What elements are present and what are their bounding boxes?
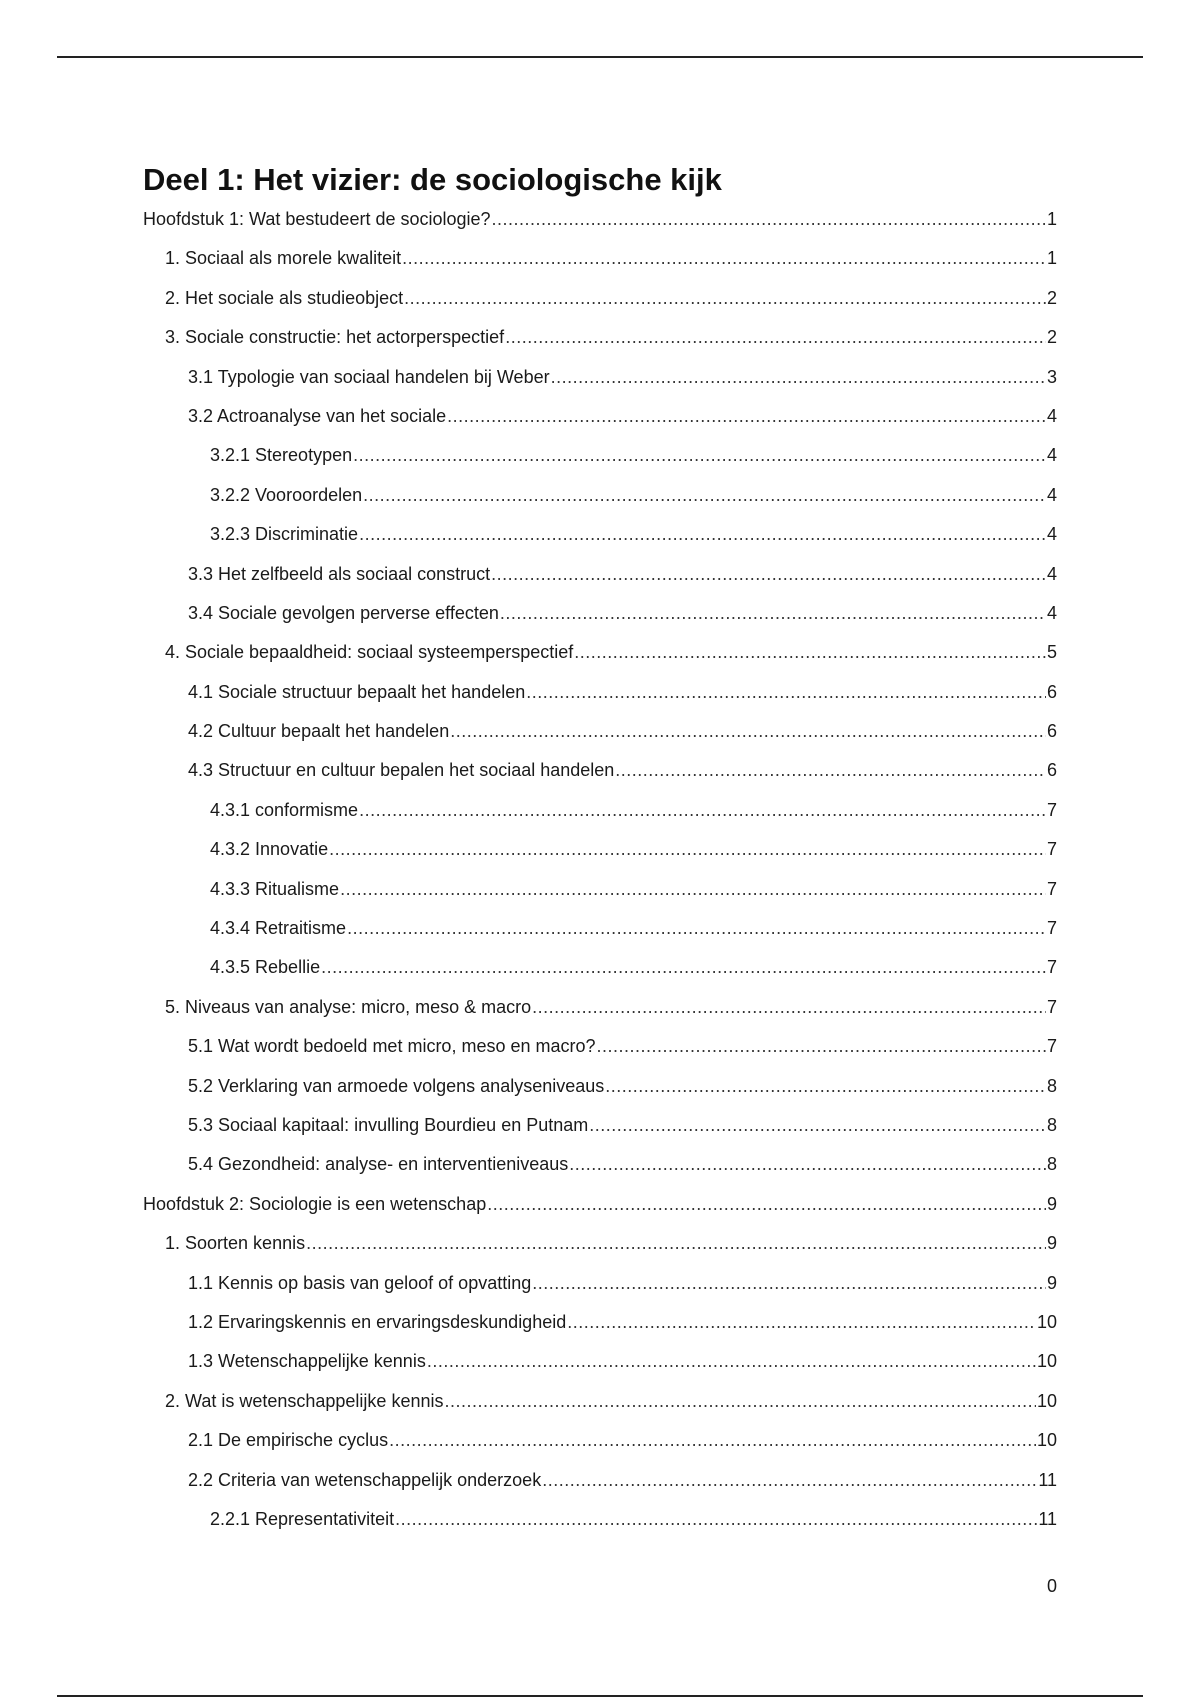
toc-dot-leader bbox=[615, 759, 1046, 781]
section-heading: Deel 1: Het vizier: de sociologische kijk bbox=[143, 162, 722, 197]
toc-entry-title: Hoofdstuk 2: Sociologie is een wetenschap bbox=[143, 1193, 487, 1214]
toc-entry[interactable] bbox=[143, 681, 1057, 720]
toc-dot-leader bbox=[532, 996, 1046, 1018]
toc-entry[interactable] bbox=[143, 1390, 1057, 1429]
toc-entry-title: 4.1 Sociale structuur bepaalt het handelen bbox=[188, 681, 526, 702]
toc-entry-page: 4 bbox=[1046, 445, 1057, 466]
toc-entry-page: 4 bbox=[1046, 524, 1057, 545]
toc-entry-page: 7 bbox=[1046, 1036, 1057, 1057]
toc-dot-leader bbox=[329, 838, 1046, 860]
toc-entry-page: 7 bbox=[1046, 957, 1057, 978]
toc-entry-page: 9 bbox=[1046, 1272, 1057, 1293]
toc-entry[interactable] bbox=[143, 1272, 1057, 1311]
toc-dot-leader bbox=[551, 366, 1046, 388]
toc-dot-leader bbox=[447, 405, 1046, 427]
toc-entry-title: 4. Sociale bepaaldheid: sociaal systeemperspectief bbox=[165, 642, 574, 663]
toc-dot-leader bbox=[574, 641, 1046, 663]
toc-entry-page: 7 bbox=[1046, 839, 1057, 860]
toc-entry-title: 3.4 Sociale gevolgen perverse effecten bbox=[188, 602, 499, 623]
toc-entry-title: 3.3 Het zelfbeeld als sociaal construct bbox=[188, 563, 491, 584]
toc-entry[interactable] bbox=[143, 326, 1057, 365]
toc-entry-page: 9 bbox=[1046, 1233, 1057, 1254]
toc-entry-page: 10 bbox=[1036, 1390, 1057, 1411]
toc-dot-leader bbox=[542, 1469, 1037, 1491]
toc-entry[interactable] bbox=[143, 917, 1057, 956]
toc-entry-title: 4.2 Cultuur bepaalt het handelen bbox=[188, 721, 450, 742]
toc-entry-title: 4.3.4 Retraitisme bbox=[210, 918, 347, 939]
toc-entry[interactable] bbox=[143, 1075, 1057, 1114]
toc-entry-title: 5.1 Wat wordt bedoeld met micro, meso en macro? bbox=[188, 1036, 596, 1057]
toc-entry[interactable] bbox=[143, 1114, 1057, 1153]
toc-entry-title: 3.1 Typologie van sociaal handelen bij Weber bbox=[188, 366, 550, 387]
toc-entry[interactable] bbox=[143, 563, 1057, 602]
toc-entry[interactable] bbox=[143, 405, 1057, 444]
toc-entry[interactable] bbox=[143, 366, 1057, 405]
toc-entry[interactable] bbox=[143, 956, 1057, 995]
toc-dot-leader bbox=[427, 1350, 1036, 1372]
toc-dot-leader bbox=[359, 523, 1046, 545]
toc-entry-title: 4.3.5 Rebellie bbox=[210, 957, 321, 978]
toc-entry-title: 1.2 Ervaringskennis en ervaringsdeskundigheid bbox=[188, 1311, 567, 1332]
toc-entry-page: 7 bbox=[1046, 878, 1057, 899]
toc-entry-page: 4 bbox=[1046, 602, 1057, 623]
toc-dot-leader bbox=[402, 247, 1046, 269]
toc-entry-title: 5. Niveaus van analyse: micro, meso & macro bbox=[165, 996, 532, 1017]
toc-entry-title: 2.2.1 Representativiteit bbox=[210, 1508, 395, 1529]
toc-entry-title: 3.2.3 Discriminatie bbox=[210, 524, 359, 545]
toc-dot-leader bbox=[526, 681, 1046, 703]
toc-entry-title: 1.3 Wetenschappelijke kennis bbox=[188, 1351, 426, 1372]
toc-entry-title: 3.2 Actroanalyse van het sociale bbox=[188, 405, 447, 426]
toc-entry[interactable] bbox=[143, 1193, 1057, 1232]
toc-entry-title: 3.2.1 Stereotypen bbox=[210, 445, 353, 466]
toc-entry[interactable] bbox=[143, 523, 1057, 562]
toc-entry-page: 8 bbox=[1046, 1154, 1057, 1175]
toc-entry-title: 4.3.3 Ritualisme bbox=[210, 878, 340, 899]
toc-dot-leader bbox=[359, 799, 1046, 821]
toc-dot-leader bbox=[363, 484, 1046, 506]
toc-entry-page: 10 bbox=[1036, 1351, 1057, 1372]
toc-entry-page: 1 bbox=[1046, 248, 1057, 269]
toc-dot-leader bbox=[321, 956, 1046, 978]
toc-entry-page: 2 bbox=[1046, 287, 1057, 308]
toc-entry-title: 4.3.1 conformisme bbox=[210, 799, 359, 820]
table-of-contents bbox=[143, 208, 1057, 1547]
toc-entry[interactable] bbox=[143, 838, 1057, 877]
toc-entry-title: 4.3 Structuur en cultuur bepalen het sociaal handelen bbox=[188, 760, 615, 781]
toc-dot-leader bbox=[492, 208, 1046, 230]
toc-entry-title: 2.1 De empirische cyclus bbox=[188, 1430, 389, 1451]
toc-entry[interactable] bbox=[143, 641, 1057, 680]
toc-entry-page: 7 bbox=[1046, 918, 1057, 939]
toc-entry[interactable] bbox=[143, 996, 1057, 1035]
toc-entry-page: 4 bbox=[1046, 563, 1057, 584]
toc-entry-page: 8 bbox=[1046, 1114, 1057, 1135]
toc-entry-title: 2. Wat is wetenschappelijke kennis bbox=[165, 1390, 444, 1411]
toc-dot-leader bbox=[532, 1272, 1046, 1294]
toc-entry-page: 3 bbox=[1046, 366, 1057, 387]
toc-dot-leader bbox=[444, 1390, 1035, 1412]
toc-entry[interactable] bbox=[143, 720, 1057, 759]
toc-entry-page: 11 bbox=[1038, 1469, 1057, 1490]
toc-dot-leader bbox=[389, 1429, 1036, 1451]
toc-entry-title: 1. Soorten kennis bbox=[165, 1233, 306, 1254]
toc-entry-page: 2 bbox=[1046, 327, 1057, 348]
toc-dot-leader bbox=[353, 444, 1046, 466]
toc-dot-leader bbox=[597, 1035, 1046, 1057]
toc-entry[interactable] bbox=[143, 208, 1057, 247]
toc-entry-page: 10 bbox=[1036, 1311, 1057, 1332]
toc-dot-leader bbox=[589, 1114, 1046, 1136]
toc-entry-page: 8 bbox=[1046, 1075, 1057, 1096]
toc-entry-title: 3.2.2 Vooroordelen bbox=[210, 484, 363, 505]
toc-entry-title: 5.4 Gezondheid: analyse- en interventieniveaus bbox=[188, 1154, 569, 1175]
toc-entry-title: 3. Sociale constructie: het actorperspectief bbox=[165, 327, 505, 348]
toc-entry[interactable] bbox=[143, 1429, 1057, 1468]
header-rule bbox=[57, 56, 1143, 58]
toc-dot-leader bbox=[605, 1075, 1046, 1097]
toc-entry[interactable] bbox=[143, 484, 1057, 523]
toc-entry[interactable] bbox=[143, 1153, 1057, 1192]
toc-entry-page: 11 bbox=[1038, 1508, 1057, 1529]
toc-entry[interactable] bbox=[143, 287, 1057, 326]
toc-entry-title: 5.2 Verklaring van armoede volgens analyseniveaus bbox=[188, 1075, 605, 1096]
toc-dot-leader bbox=[487, 1193, 1046, 1215]
toc-entry-page: 10 bbox=[1036, 1430, 1057, 1451]
toc-entry-title: 5.3 Sociaal kapitaal: invulling Bourdieu en Putnam bbox=[188, 1114, 589, 1135]
toc-entry-page: 1 bbox=[1046, 209, 1057, 229]
toc-dot-leader bbox=[404, 287, 1046, 309]
toc-entry-page: 7 bbox=[1046, 799, 1057, 820]
toc-entry-title: 1.1 Kennis op basis van geloof of opvatting bbox=[188, 1272, 532, 1293]
toc-entry-title: 2. Het sociale als studieobject bbox=[165, 287, 404, 308]
toc-dot-leader bbox=[500, 602, 1046, 624]
toc-entry-title: 1. Sociaal als morele kwaliteit bbox=[165, 248, 402, 269]
toc-entry[interactable] bbox=[143, 1350, 1057, 1389]
toc-entry-page: 6 bbox=[1046, 681, 1057, 702]
toc-entry-page: 7 bbox=[1046, 996, 1057, 1017]
toc-dot-leader bbox=[306, 1232, 1046, 1254]
toc-dot-leader bbox=[505, 326, 1046, 348]
toc-entry[interactable] bbox=[143, 759, 1057, 798]
toc-entry-title: 2.2 Criteria van wetenschappelijk onderzoek bbox=[188, 1469, 542, 1490]
toc-dot-leader bbox=[347, 917, 1046, 939]
toc-dot-leader bbox=[567, 1311, 1036, 1333]
toc-entry[interactable] bbox=[143, 1035, 1057, 1074]
toc-entry[interactable] bbox=[143, 247, 1057, 286]
toc-dot-leader bbox=[491, 563, 1046, 585]
toc-entry[interactable] bbox=[143, 1232, 1057, 1271]
toc-dot-leader bbox=[450, 720, 1046, 742]
toc-dot-leader bbox=[569, 1153, 1046, 1175]
toc-entry[interactable] bbox=[143, 878, 1057, 917]
toc-entry-page: 5 bbox=[1046, 642, 1057, 663]
document-body bbox=[143, 160, 1057, 1547]
toc-entry-title: Hoofdstuk 1: Wat bestudeert de sociologie? bbox=[143, 209, 491, 229]
toc-entry-page: 4 bbox=[1046, 405, 1057, 426]
toc-entry[interactable] bbox=[143, 602, 1057, 641]
toc-dot-leader bbox=[340, 878, 1046, 900]
toc-entry[interactable] bbox=[143, 1508, 1057, 1547]
toc-entry[interactable] bbox=[143, 799, 1057, 838]
toc-entry[interactable] bbox=[143, 1311, 1057, 1350]
toc-entry-page: 6 bbox=[1046, 760, 1057, 781]
toc-entry-page: 6 bbox=[1046, 721, 1057, 742]
page-number: 0 bbox=[1046, 1576, 1057, 1596]
footer-rule bbox=[57, 1695, 1143, 1697]
toc-entry-title: 4.3.2 Innovatie bbox=[210, 839, 329, 860]
toc-entry[interactable] bbox=[143, 1469, 1057, 1508]
toc-entry-page: 9 bbox=[1046, 1193, 1057, 1214]
toc-entry[interactable] bbox=[143, 444, 1057, 483]
toc-entry-page: 4 bbox=[1046, 484, 1057, 505]
toc-dot-leader bbox=[395, 1508, 1037, 1530]
